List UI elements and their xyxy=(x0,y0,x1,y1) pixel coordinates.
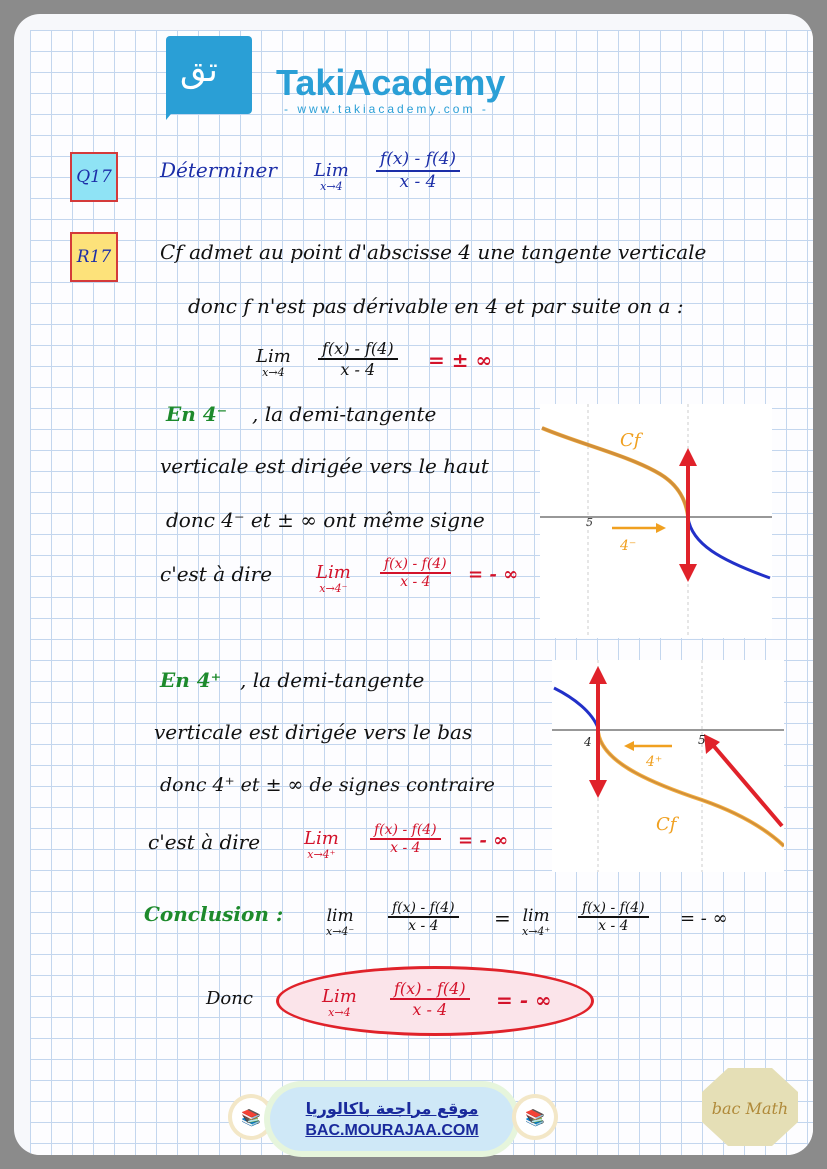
bac-math-stamp xyxy=(700,1066,800,1148)
conclusion-title: Conclusion : xyxy=(144,902,284,926)
question-lim xyxy=(314,160,349,192)
footer-site-pill[interactable] xyxy=(270,1087,514,1151)
lim-word: Lim xyxy=(256,346,291,367)
fraction-denominator: x - 4 xyxy=(408,918,439,935)
lim-sub: x→4 xyxy=(320,180,343,193)
fraction-numerator: f(x) - f(4) xyxy=(578,900,649,918)
fraction-numerator: f(x) - f(4) xyxy=(390,980,470,1000)
conclusion-result: = - ∞ xyxy=(680,908,728,929)
footer-badge-right xyxy=(516,1098,554,1136)
answer-label: R17 xyxy=(70,232,118,282)
left-case-result: = - ∞ xyxy=(468,564,519,585)
fraction-numerator: f(x) - f(4) xyxy=(370,822,441,840)
answer-fraction xyxy=(318,340,398,380)
footer-arabic-text[interactable]: موقع مراجعة باكالوريا xyxy=(305,1098,479,1118)
footer-badge-left xyxy=(232,1098,270,1136)
right-case-t1: , la demi-tangente xyxy=(240,668,425,692)
lim-word: Lim xyxy=(314,160,349,181)
right-case-fraction xyxy=(370,822,441,857)
right-case-title: En 4⁺ xyxy=(160,668,222,692)
conclusion-lim-left xyxy=(326,906,354,937)
tick-label-4: 4 xyxy=(584,735,592,749)
lim-sub: x→4 xyxy=(262,366,285,379)
lim-sub: x→4⁺ xyxy=(522,925,551,938)
left-case-lim xyxy=(316,562,351,594)
curve-label: Cf xyxy=(620,430,641,451)
question-label: Q17 xyxy=(70,152,118,202)
lim-word: Lim xyxy=(316,562,351,583)
lim-sub: x→4⁻ xyxy=(319,582,348,595)
left-case-t1: , la demi-tangente xyxy=(252,402,437,426)
conclusion-fraction-left xyxy=(388,900,459,935)
right-case-t4: c'est à dire xyxy=(148,830,261,854)
approach-label: 4⁺ xyxy=(646,754,663,770)
final-fraction xyxy=(390,980,470,1020)
question-fraction xyxy=(376,150,460,192)
lim-word: lim xyxy=(522,906,550,926)
curve-label: Cf xyxy=(656,814,677,835)
fraction-denominator: x - 4 xyxy=(390,840,421,857)
lim-word: Lim xyxy=(304,828,339,849)
fraction-numerator: f(x) - f(4) xyxy=(318,340,398,360)
answer-result: = ± ∞ xyxy=(428,348,493,372)
right-case-t3: donc 4⁺ et ± ∞ de signes contraire xyxy=(160,774,495,796)
approach-label: 4⁻ xyxy=(620,538,637,554)
graph-background xyxy=(552,660,784,872)
left-case-title: En 4⁻ xyxy=(166,402,228,426)
answer-line2: donc f n'est pas dérivable en 4 et par suite on a : xyxy=(188,294,684,318)
book-icon: 📚 xyxy=(525,1107,545,1127)
lim-sub: x→4⁺ xyxy=(307,848,336,861)
left-case-fraction xyxy=(380,556,451,591)
graph-left-limit xyxy=(540,404,772,638)
right-case-result: = - ∞ xyxy=(458,830,509,851)
fraction-denominator: x - 4 xyxy=(412,1000,448,1020)
fraction-denominator: x - 4 xyxy=(598,918,629,935)
fraction-denominator: x - 4 xyxy=(340,360,376,380)
logo-glyph: تق xyxy=(180,50,218,90)
stamp-text: bac Math xyxy=(711,1099,789,1118)
answer-line1: Cf admet au point d'abscisse 4 une tangente verticale xyxy=(160,240,707,264)
logo-badge xyxy=(166,36,252,114)
logo-name: TakiAcademy xyxy=(276,62,506,103)
left-case-t4: c'est à dire xyxy=(160,562,273,586)
logo-url: - www.takiacademy.com - xyxy=(284,102,489,116)
fraction-numerator: f(x) - f(4) xyxy=(376,150,460,172)
conclusion-lim-right xyxy=(522,906,550,937)
tick-label-5: 5 xyxy=(698,733,706,747)
lim-sub: x→4 xyxy=(328,1006,351,1019)
lim-sub: x→4⁻ xyxy=(326,925,355,938)
right-case-lim xyxy=(304,828,339,860)
book-icon: 📚 xyxy=(241,1107,261,1127)
footer-site-link[interactable]: BAC.MOURAJAA.COM xyxy=(305,1121,479,1139)
fraction-numerator: f(x) - f(4) xyxy=(388,900,459,918)
final-donc: Donc xyxy=(206,988,253,1009)
graph-right-limit xyxy=(552,660,784,872)
left-case-t3: donc 4⁻ et ± ∞ ont même signe xyxy=(166,508,485,532)
final-lim xyxy=(322,986,357,1018)
conclusion-equals: = xyxy=(494,906,511,930)
question-text: Déterminer xyxy=(160,158,277,182)
fraction-numerator: f(x) - f(4) xyxy=(380,556,451,574)
tick-label: 5 xyxy=(586,516,593,529)
final-result: = - ∞ xyxy=(496,988,552,1012)
lim-word: lim xyxy=(326,906,354,926)
answer-lim xyxy=(256,346,291,378)
fraction-denominator: x - 4 xyxy=(400,574,431,591)
right-case-t2: verticale est dirigée vers le bas xyxy=(154,720,473,744)
conclusion-fraction-right xyxy=(578,900,649,935)
lim-word: Lim xyxy=(322,986,357,1007)
fraction-denominator: x - 4 xyxy=(399,171,437,192)
left-case-t2: verticale est dirigée vers le haut xyxy=(160,454,489,478)
